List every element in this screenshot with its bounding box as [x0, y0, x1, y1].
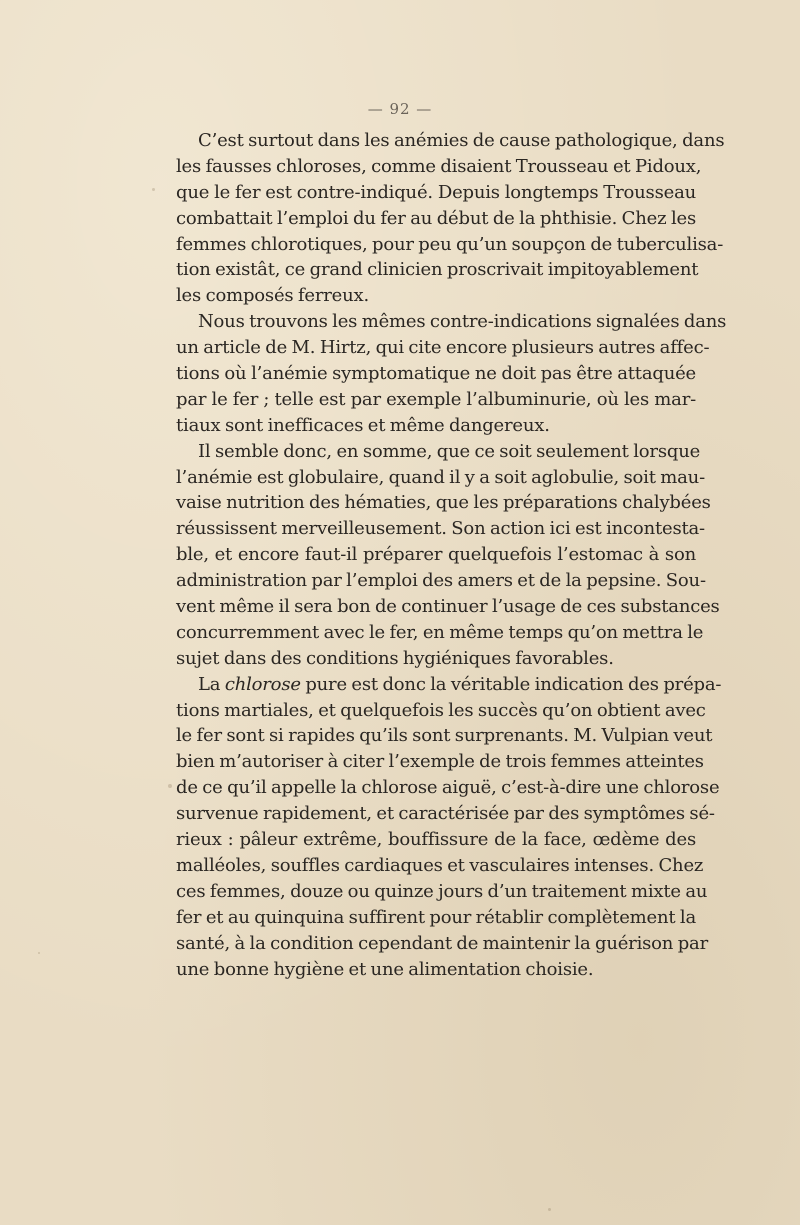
page-number: — 92 —: [367, 100, 433, 118]
text-line: une bonne hygiène et une alimentation choisie.: [176, 958, 594, 980]
text-line: fer et au quinquina suffirent pour rétablir complètement la: [176, 906, 697, 928]
body-text: [176, 128, 727, 982]
text-line: C’est surtout dans les anémies de cause pathologique, dans: [198, 130, 725, 151]
paper-speck: [548, 1208, 551, 1211]
text-line: administration par l’emploi des amers et de la pepsine. Sou-: [176, 570, 706, 592]
text-line: l’anémie est globulaire, quand il y a soit aglobulie, soit mau-: [176, 466, 705, 488]
text-line: combattait l’emploi du fer au début de la phthisie. Chez les: [176, 207, 696, 229]
text-line: le fer sont si rapides qu’ils sont surprenants. M. Vulpian veut: [176, 725, 713, 747]
text-line: bien m’autoriser à citer l’exemple de trois femmes atteintes: [176, 751, 704, 773]
text-line: rieux : pâleur extrême, bouffissure de la face, œdème des: [176, 829, 696, 851]
text-line: les fausses chloroses, comme disaient Trousseau et Pidoux,: [176, 155, 702, 177]
text-line: par le fer ; telle est par exemple l’albuminurie, où les mar-: [176, 388, 696, 410]
text-line: les composés ferreux.: [176, 285, 370, 307]
text-line: sujet dans des conditions hygiéniques favorables.: [176, 647, 614, 669]
text-line: malléoles, souffles cardiaques et vasculaires intenses. Chez: [176, 854, 704, 876]
paragraph-1: [176, 128, 725, 309]
text-line: tiaux sont inefficaces et même dangereux.: [176, 414, 550, 436]
text-line: vent même il sera bon de continuer l’usage de ces substances: [176, 596, 720, 618]
text-line: [176, 672, 722, 698]
paper-speck: [152, 188, 155, 191]
paragraph-4: [176, 672, 722, 983]
text-fragment: La: [198, 673, 225, 695]
text-line: un article de M. Hirtz, qui cite encore plusieurs autres affec-: [176, 337, 710, 359]
text-line: santé, à la condition cependant de maintenir la guérison par: [176, 932, 708, 954]
text-line: de ce qu’il appelle la chlorose aiguë, c’est-à-dire une chlorose: [176, 777, 720, 799]
paragraph-3: [176, 439, 720, 672]
paper-speck: [168, 784, 172, 788]
paper-speck: [38, 952, 40, 954]
text-fragment: pure est donc la véritable indication des prépa-: [300, 673, 722, 695]
text-line: ble, et encore faut-il préparer quelquefois l’estomac à son: [176, 544, 696, 566]
text-line: concurremment avec le fer, en même temps qu’on mettra le: [176, 621, 704, 643]
text-line: tions martiales, et quelquefois les succès qu’on obtient avec: [176, 699, 706, 721]
text-line: que le fer est contre-indiqué. Depuis longtemps Trousseau: [176, 181, 696, 203]
text-line: survenue rapidement, et caractérisée par des symptômes sé-: [176, 803, 715, 825]
text-line: tion existât, ce grand clinicien proscrivait impitoyablement: [176, 259, 699, 281]
paragraph-2: [176, 309, 727, 438]
text-line: réussissent merveilleusement. Son action ici est incontesta-: [176, 518, 705, 540]
text-line: femmes chlorotiques, pour peu qu’un soupçon de tuberculisa-: [176, 233, 724, 255]
text-line: ces femmes, douze ou quinze jours d’un traitement mixte au: [176, 880, 708, 902]
text-line: tions où l’anémie symptomatique ne doit pas être attaquée: [176, 363, 696, 385]
text-line: Il semble donc, en somme, que ce soit seulement lorsque: [198, 440, 701, 462]
text-line: Nous trouvons les mêmes contre-indications signalées dans: [198, 311, 727, 333]
italic-term: chlorose: [224, 673, 301, 695]
text-line: vaise nutrition des hématies, que les préparations chalybées: [176, 492, 711, 514]
